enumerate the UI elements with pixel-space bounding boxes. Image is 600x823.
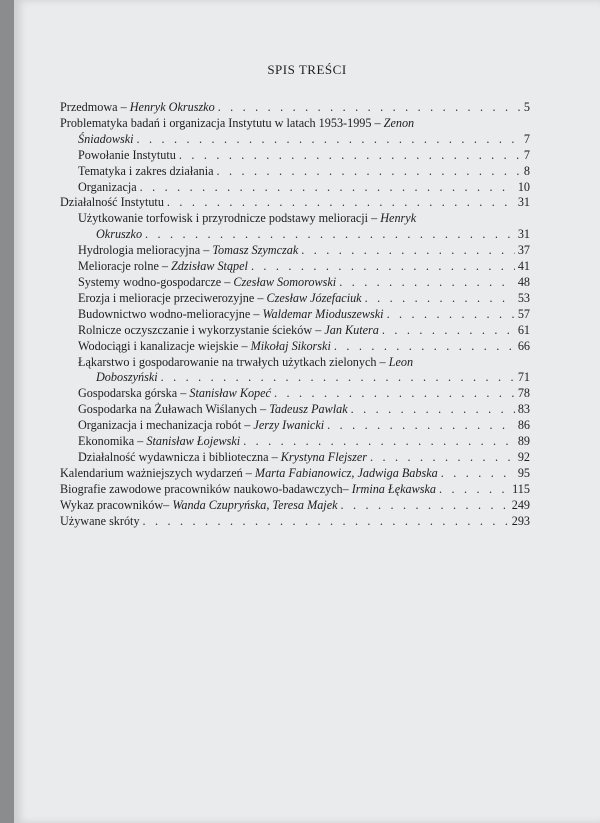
toc-author: Henryk xyxy=(380,211,417,226)
toc-entry xyxy=(60,116,530,148)
dot-leader xyxy=(140,180,515,196)
toc-page-number: 89 xyxy=(517,434,530,449)
toc-author: Czesław Józefaciuk xyxy=(266,290,362,305)
dot-leader xyxy=(251,259,515,275)
dot-leader xyxy=(274,386,515,402)
toc-title: Organizacja xyxy=(78,179,137,194)
toc-title: Użytkowanie torfowisk i przyrodnicze podstawy melioracji – xyxy=(78,211,381,226)
toc-page-number: 48 xyxy=(517,274,530,289)
toc-title: Ekonomika – xyxy=(78,434,147,449)
dot-leader xyxy=(161,370,515,386)
toc-entry xyxy=(60,514,530,530)
toc-entry xyxy=(60,148,530,164)
toc-page-number: 41 xyxy=(517,259,530,274)
dot-leader xyxy=(167,195,515,211)
toc-title: Wodociągi i kanalizacje wiejskie – xyxy=(78,338,251,353)
toc-author: Marta Fabianowicz, Jadwiga Babska xyxy=(254,465,438,480)
toc-author: Doboszyński xyxy=(96,370,158,385)
table-of-contents xyxy=(60,100,530,529)
toc-title: Budownictwo wodno-melioracyjne – xyxy=(78,306,263,321)
dot-leader xyxy=(370,450,515,466)
toc-author: Mikołaj Sikorski xyxy=(250,338,331,353)
toc-page-number: 8 xyxy=(523,163,530,178)
toc-title: Erozja i melioracje przeciwerozyjne – xyxy=(78,290,267,305)
toc-page-number: 78 xyxy=(517,386,530,401)
toc-page-number: 5 xyxy=(523,100,530,114)
toc-page-number: 10 xyxy=(517,179,530,194)
toc-page-number: 37 xyxy=(517,243,530,258)
toc-author: Waldemar Mioduszewski xyxy=(262,306,384,321)
dot-leader xyxy=(339,275,515,291)
toc-title: Problematyka badań i organizacja Instytutu w latach 1953-1995 – xyxy=(60,115,384,130)
toc-page-number: 7 xyxy=(523,147,530,162)
toc-entry xyxy=(60,180,530,196)
toc-author: Stanisław Kopeć xyxy=(189,386,271,401)
toc-author: Stanisław Łojewski xyxy=(146,434,241,449)
toc-author: Okruszko xyxy=(96,227,143,242)
dot-leader xyxy=(334,339,515,355)
toc-entry xyxy=(60,498,530,514)
toc-title: Gospodarska górska – xyxy=(78,386,190,401)
toc-title: Gospodarka na Żuławach Wiślanych – xyxy=(78,402,270,417)
toc-entry xyxy=(60,323,530,339)
toc-page-number: 66 xyxy=(517,338,530,353)
toc-author: Jan Kutera xyxy=(324,322,379,337)
dot-leader xyxy=(351,402,515,418)
toc-author: Czesław Somorowski xyxy=(233,274,337,289)
toc-page-number: 61 xyxy=(517,322,530,337)
dot-leader xyxy=(217,164,521,180)
toc-author: Leon xyxy=(388,354,414,369)
toc-title: Biografie zawodowe pracowników naukowo-badawczych– xyxy=(60,481,352,496)
toc-author: Zenon xyxy=(383,115,415,130)
toc-title: Melioracje rolne – xyxy=(78,259,172,274)
toc-entry xyxy=(60,355,530,387)
dot-leader xyxy=(218,100,521,116)
dot-leader xyxy=(441,466,515,482)
toc-author: Zdzisław Stąpel xyxy=(171,259,248,274)
toc-entry xyxy=(60,243,530,259)
toc-page-number: 249 xyxy=(511,497,530,512)
dot-leader xyxy=(145,227,515,243)
dot-leader xyxy=(301,243,515,259)
toc-entry xyxy=(60,402,530,418)
toc-title: Systemy wodno-gospodarcze – xyxy=(78,274,234,289)
dot-leader xyxy=(143,514,509,530)
toc-entry xyxy=(60,195,530,211)
dot-leader xyxy=(341,498,509,514)
toc-entry xyxy=(60,291,530,307)
toc-title: Powołanie Instytutu xyxy=(78,147,176,162)
toc-author: Śniadowski xyxy=(78,131,134,146)
toc-entry xyxy=(60,307,530,323)
toc-entry xyxy=(60,275,530,291)
toc-title: Organizacja i mechanizacja robót – xyxy=(78,418,254,433)
toc-entry xyxy=(60,418,530,434)
dot-leader xyxy=(387,307,515,323)
dot-leader xyxy=(179,148,521,164)
toc-author: Wanda Czupryńska, Teresa Majek xyxy=(172,497,338,512)
toc-page-number: 31 xyxy=(517,195,530,210)
toc-title: Działalność Instytutu xyxy=(60,195,164,210)
toc-page-number: 115 xyxy=(512,481,530,496)
toc-page-number: 71 xyxy=(517,370,530,385)
toc-title: Łąkarstwo i gospodarowanie na trwałych użytkach zielonych – xyxy=(78,354,389,369)
toc-title: Działalność wydawnicza i biblioteczna – xyxy=(78,449,281,464)
toc-title: Używane skróty xyxy=(60,513,140,528)
toc-entry xyxy=(60,211,530,243)
dot-leader xyxy=(243,434,515,450)
toc-entry xyxy=(60,386,530,402)
toc-title: Tematyka i zakres działania xyxy=(78,163,214,178)
toc-entry xyxy=(60,466,530,482)
dot-leader xyxy=(365,291,515,307)
toc-title: Kalendarium ważniejszych wydarzeń – xyxy=(60,465,255,480)
toc-page-number: 7 xyxy=(523,131,530,146)
dot-leader xyxy=(137,132,521,148)
toc-author: Henryk Okruszko xyxy=(129,100,215,114)
toc-title: Rolnicze oczyszczanie i wykorzystanie ścieków – xyxy=(78,322,325,337)
page-title: SPIS TREŚCI xyxy=(267,62,347,77)
dot-leader xyxy=(327,418,515,434)
toc-entry xyxy=(60,434,530,450)
toc-entry xyxy=(60,100,530,116)
toc-entry xyxy=(60,482,530,498)
dot-leader xyxy=(439,482,509,498)
toc-entry xyxy=(60,164,530,180)
toc-page-number: 83 xyxy=(517,402,530,417)
toc-page-number: 31 xyxy=(517,227,530,242)
toc-page-number: 293 xyxy=(511,513,530,528)
toc-title: Przedmowa – xyxy=(60,100,130,114)
toc-page-number: 95 xyxy=(517,465,530,480)
toc-author: Irmina Łękawska xyxy=(351,481,437,496)
toc-author: Tadeusz Pawlak xyxy=(269,402,348,417)
dot-leader xyxy=(382,323,515,339)
toc-author: Jerzy Iwanicki xyxy=(253,418,325,433)
toc-title: Hydrologia melioracyjna – xyxy=(78,243,213,258)
toc-page-number: 57 xyxy=(517,306,530,321)
toc-entry xyxy=(60,450,530,466)
toc-entry xyxy=(60,339,530,355)
toc-page-number: 86 xyxy=(517,418,530,433)
book-page xyxy=(14,0,600,823)
toc-page-number: 92 xyxy=(517,449,530,464)
toc-title: Wykaz pracowników– xyxy=(60,497,173,512)
toc-page-number: 53 xyxy=(517,290,530,305)
toc-author: Tomasz Szymczak xyxy=(212,243,299,258)
toc-entry xyxy=(60,259,530,275)
toc-author: Krystyna Flejszer xyxy=(280,449,368,464)
